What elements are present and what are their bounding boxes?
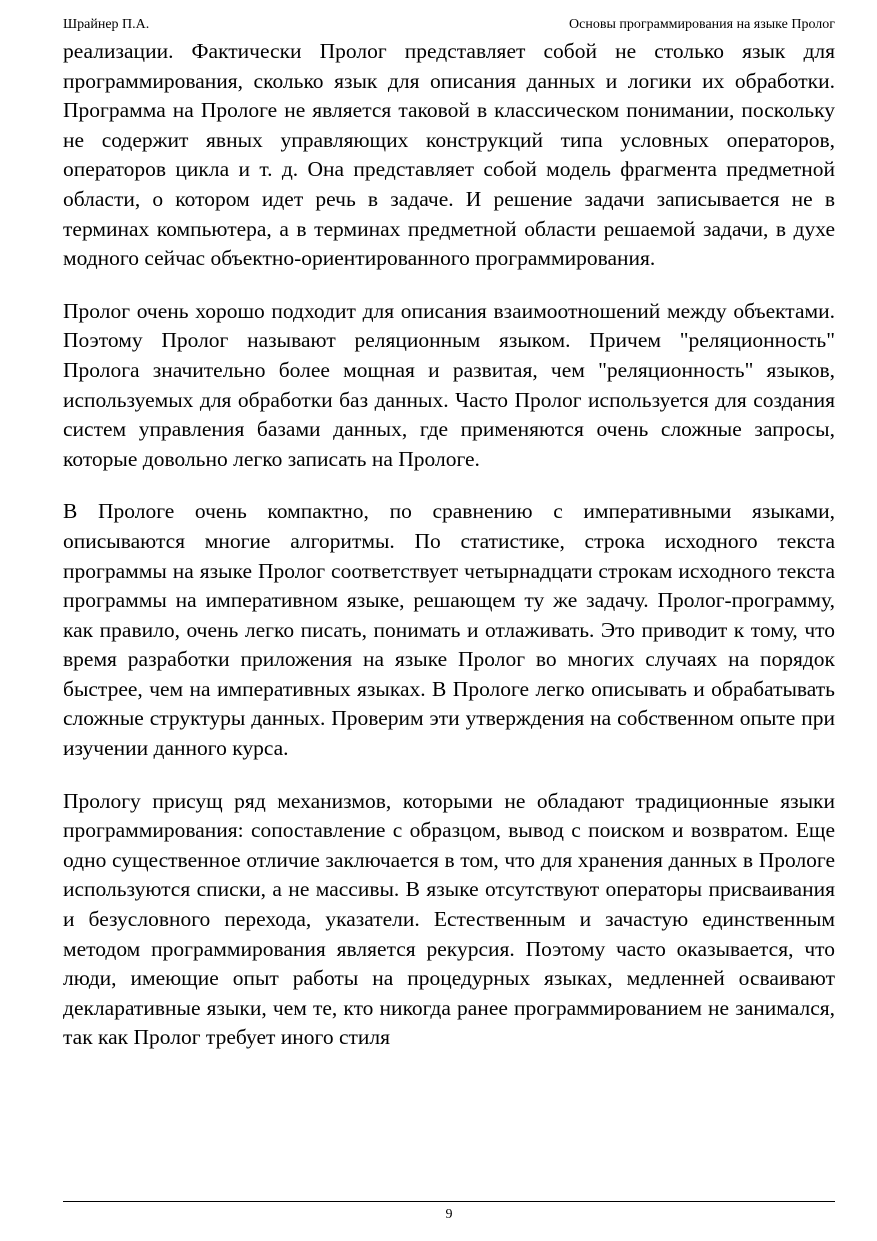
header-title: Основы программирования на языке Пролог [569,17,835,32]
paragraph: В Прологе очень компактно, по сравнению с императивными языками, описываются многие алгоритмы. По статистике, строка исходного текста программы на языке Пролог соответствует четырнадцати строкам исходного текста программы на императивном языке, решающем ту же задачу. Пролог-программу, как правило, очень легко писать, понимать и отлаживать. Это приводит к тому, что время разработки приложения на языке Пролог во многих случаях на порядок быстрее, чем на императивных языках. В Прологе легко описывать и обрабатывать сложные структуры данных. Проверим эти утверждения на собственном опыте при изучении данного курса. [63,499,835,761]
paragraph: реализации. Фактически Пролог представляет собой не столько язык для программирования, сколько язык для описания данных и логики их обработки. Программа на Прологе не является таковой в классическом понимании, поскольку не содержит явных управляющих конструкций типа условных операторов, операторов цикла и т. д. Она представляет собой модель фрагмента предметной области, о котором идет речь в задаче. И решение задачи записывается не в терминах компьютера, а в терминах предметной области решаемой задачи, в духе модного сейчас объектно-ориентированного программирования. [63,39,835,271]
footer-divider [63,1201,835,1202]
paragraph: Пролог очень хорошо подходит для описания взаимоотношений между объектами. Поэтому Пролог называют реляционным языком. Причем "реляционность" Пролога значительно более мощная и развитая, чем "реляционность" языков, используемых для обработки баз данных. Часто Пролог используется для создания систем управления базами данных, где применяются очень сложные запросы, которые довольно легко записать на Прологе. [63,298,835,471]
paragraph: Прологу присущ ряд механизмов, которыми не обладают традиционные языки программирования: сопоставление с образцом, вывод с поиском и возвратом. Еще одно существенное отличие заключается в том, что для хранения данных в Прологе используются списки, а не массивы. В языке отсутствуют операторы присваивания и безусловного перехода, указатели. Естественным и зачастую единственным методом программирования является рекурсия. Поэтому часто оказывается, что люди, имеющие опыт работы на процедурных языках, медленней осваивают декларативные языки, чем те, кто никогда ранее программированием не занимался, так как Пролог требует иного стиля [63,788,835,1050]
page-number: 9 [445,1207,453,1222]
page-body [63,37,835,1053]
header-author: Шрайнер П.А. [63,17,150,32]
page-header [63,14,835,36]
